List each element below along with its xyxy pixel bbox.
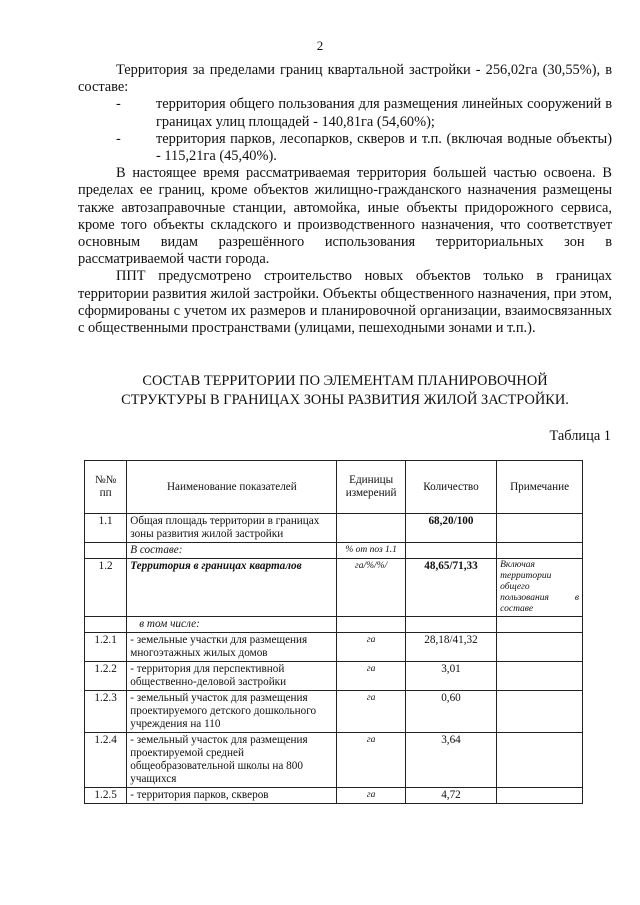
cell-unit: га <box>337 733 405 788</box>
cell-note <box>497 733 583 788</box>
table-row <box>85 733 583 788</box>
territory-table <box>84 460 583 804</box>
cell-num: 1.2.4 <box>85 733 127 788</box>
heading-line-1: СОСТАВ ТЕРРИТОРИИ ПО ЭЛЕМЕНТАМ ПЛАНИРОВОЧНОЙ <box>142 373 548 389</box>
cell-unit <box>337 617 405 633</box>
page-number: 2 <box>316 38 324 53</box>
list-dash: - <box>116 130 121 147</box>
cell-unit: га <box>337 633 405 662</box>
cell-qty <box>405 617 496 633</box>
cell-note <box>497 514 583 543</box>
cell-qty: 3,64 <box>405 733 496 788</box>
list-item-text: территория парков, лесопарков, скверов и т.п. (включая водные объекты) - 115,21га (45,40%). <box>156 130 612 165</box>
list-dash: - <box>116 96 121 113</box>
table-header-row <box>85 461 583 514</box>
list-item-text: территория общего пользования для размещения линейных сооружений в границах улиц площадей - 140,81га (54,60%); <box>156 96 612 130</box>
table-row <box>85 514 583 543</box>
table-row <box>85 662 583 691</box>
header-num: №№ пп <box>85 461 127 514</box>
table-row <box>85 691 583 733</box>
table-row <box>85 559 583 617</box>
cell-num: 1.2.5 <box>85 788 127 804</box>
cell-num: 1.2 <box>85 559 127 617</box>
header-qty: Количество <box>405 461 496 514</box>
cell-qty: 3,01 <box>405 662 496 691</box>
cell-name: Территория в границах кварталов <box>127 559 337 617</box>
table-row <box>85 633 583 662</box>
cell-unit: % от поз 1.1 <box>337 543 405 559</box>
cell-note <box>497 633 583 662</box>
cell-name: - земельный участок для размещения проектируемого детского дошкольного учреждения на 110 <box>127 691 337 733</box>
header-note: Примечание <box>497 461 583 514</box>
cell-qty: 4,72 <box>405 788 496 804</box>
list-item <box>78 96 612 130</box>
cell-name: - территория для перспективной общественно-деловой застройки <box>127 662 337 691</box>
cell-note <box>497 788 583 804</box>
body-text <box>78 62 612 337</box>
cell-num: 1.2.2 <box>85 662 127 691</box>
cell-name: - территория парков, скверов <box>127 788 337 804</box>
cell-qty: 0,60 <box>405 691 496 733</box>
table-row <box>85 543 583 559</box>
cell-num: 1.1 <box>85 514 127 543</box>
cell-note <box>497 617 583 633</box>
paragraph-current-state: В настоящее время рассматриваемая территория большей частью освоена. В пределах ее границ, кроме объектов жилищно-гражданского назначения размещены также автозаправочные станции, автомойка, иные объекты придорожного сервиса, кроме того объекты складского и производственного назначения, что соответствует основным видам разрешённого использования территориальных зон в рассматриваемой части города. <box>78 165 612 268</box>
cell-name: В составе: <box>127 543 337 559</box>
cell-qty <box>405 543 496 559</box>
cell-qty: 28,18/41,32 <box>405 633 496 662</box>
cell-name: Общая площадь территории в границах зоны развития жилой застройки <box>127 514 337 543</box>
heading-line-2: СТРУКТУРЫ В ГРАНИЦАХ ЗОНЫ РАЗВИТИЯ ЖИЛОЙ ЗАСТРОЙКИ. <box>121 392 569 408</box>
cell-note <box>497 691 583 733</box>
section-heading <box>78 372 612 410</box>
table-caption: Таблица 1 <box>549 428 611 444</box>
cell-num: 1.2.3 <box>85 691 127 733</box>
table-row <box>85 788 583 804</box>
header-name: Наименование показателей <box>127 461 337 514</box>
cell-note <box>497 543 583 559</box>
cell-qty: 68,20/100 <box>405 514 496 543</box>
cell-num <box>85 543 127 559</box>
cell-unit <box>337 514 405 543</box>
cell-num <box>85 617 127 633</box>
cell-note: Включая территории общего пользования в составе <box>497 559 583 617</box>
table-row <box>85 617 583 633</box>
cell-unit: га/%/%/ <box>337 559 405 617</box>
cell-name: - земельные участки для размещения многоэтажных жилых домов <box>127 633 337 662</box>
paragraph-ppt: ППТ предусмотрено строительство новых объектов только в границах территории развития жилой застройки. Объекты общественного назначения, при этом, сформированы с учетом их размеров и планировочной организации, взаимосвязанных с общественными пространствами (улицами, пешеходными зонами и т.п.). <box>78 268 612 337</box>
cell-name: в том числе: <box>127 617 337 633</box>
header-unit: Единицы измерений <box>337 461 405 514</box>
cell-unit: га <box>337 691 405 733</box>
cell-unit: га <box>337 662 405 691</box>
list-item <box>78 131 612 165</box>
cell-unit: га <box>337 788 405 804</box>
paragraph-outside-blocks: Территория за пределами границ квартальной застройки - 256,02га (30,55%), в составе: <box>78 62 612 96</box>
cell-qty: 48,65/71,33 <box>405 559 496 617</box>
cell-num: 1.2.1 <box>85 633 127 662</box>
cell-note <box>497 662 583 691</box>
cell-name: - земельный участок для размещения проектируемой средней общеобразовательной школы на 800 учащихся <box>127 733 337 788</box>
